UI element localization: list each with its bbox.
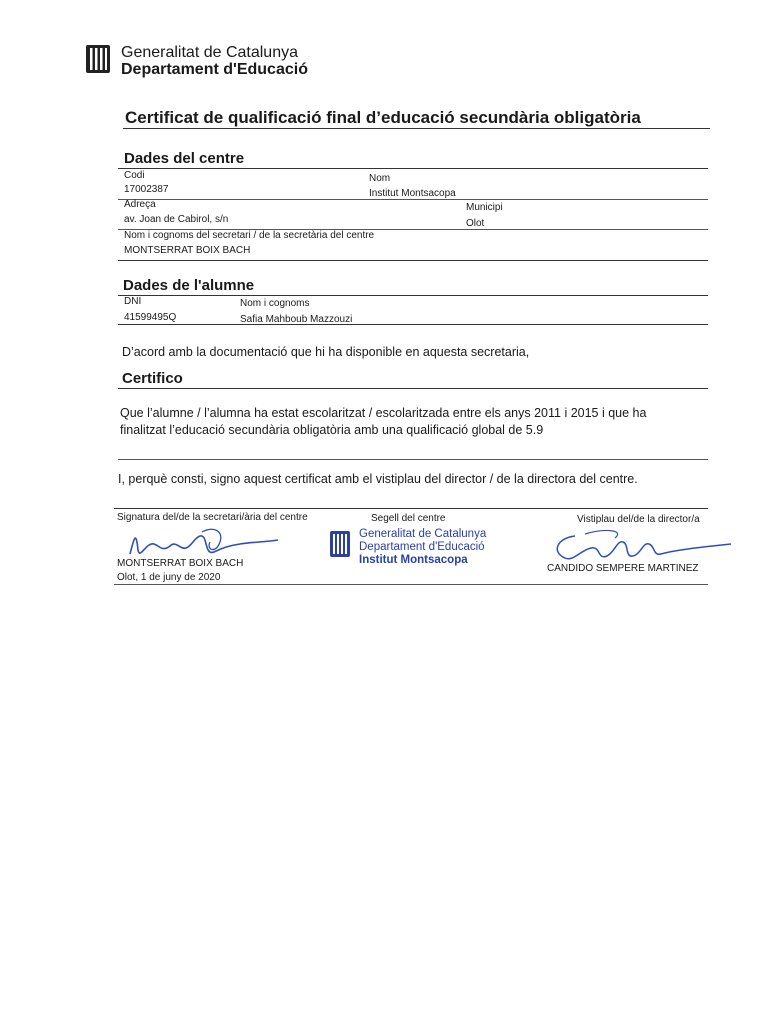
certify-bottom-rule [118, 459, 708, 460]
secretary-signature-label: Signatura del/de la secretari/ària del centre [117, 512, 308, 523]
signatures-top-rule [114, 508, 708, 509]
signatures-bottom-rule [114, 584, 708, 585]
centre-address-value: av. Joan de Cabirol, s/n [124, 214, 229, 225]
seal-label: Segell del centre [371, 513, 446, 524]
place-date: Olot, 1 de juny de 2020 [117, 572, 221, 583]
certify-heading: Certifico [122, 370, 183, 387]
seal-line-2: Departament d'Educació [359, 541, 485, 553]
certify-line-2: finalitzat l’educació secundària obligatòria amb una qualificació global de 5.9 [120, 423, 544, 437]
centre-section-bottom-rule [118, 260, 708, 261]
student-name-label: Nom i cognoms [240, 298, 310, 309]
seal-logo-icon [330, 531, 350, 557]
statement-text: D’acord amb la documentació que hi ha disponible en aquesta secretaria, [122, 345, 530, 359]
org-name-line1: Generalitat de Catalunya [121, 44, 298, 61]
title-underline [123, 128, 710, 129]
student-heading-rule [118, 295, 708, 296]
secretary-signature-image [120, 520, 280, 562]
seal-line-3: Institut Montsacopa [359, 554, 468, 566]
student-dni-label: DNI [124, 296, 142, 307]
centre-heading-rule [118, 168, 708, 169]
certify-heading-rule [118, 388, 708, 389]
student-heading: Dades de l'alumne [123, 277, 255, 294]
student-section-bottom-rule [118, 324, 708, 325]
centre-municipality-value: Olot [466, 218, 485, 229]
centre-code-label: Codi [124, 170, 145, 181]
director-signature-image [545, 526, 735, 568]
centre-row-divider-1 [118, 199, 708, 200]
director-signature-label: Vistiplau del/de la director/a [577, 514, 700, 525]
centre-secretary-label: Nom i cognoms del secretari / de la secretària del centre [124, 230, 375, 241]
generalitat-logo-icon [86, 45, 110, 73]
director-name: CANDIDO SEMPERE MARTINEZ [547, 563, 699, 574]
secretary-name: MONTSERRAT BOIX BACH [117, 558, 244, 569]
centre-name-label: Nom [369, 173, 391, 184]
student-name-value: Safia Mahboub Mazzouzi [240, 314, 353, 325]
closing-text: I, perquè consti, signo aquest certificat amb el vistiplau del director / de la directora del centre. [118, 472, 638, 486]
centre-secretary-value: MONTSERRAT BOIX BACH [124, 245, 251, 256]
centre-heading: Dades del centre [124, 150, 245, 167]
centre-name-value: Institut Montsacopa [369, 188, 456, 199]
centre-code-value: 17002387 [124, 184, 169, 195]
centre-municipality-label: Municipi [466, 202, 503, 213]
org-name-line2: Departament d'Educació [121, 61, 308, 78]
document-title: Certificat de qualificació final d’educació secundària obligatòria [125, 108, 641, 127]
seal-line-1: Generalitat de Catalunya [359, 528, 487, 540]
certify-line-1: Que l’alumne / l’alumna ha estat escolaritzat / escolaritzada entre els anys 2011 i 2015 i que ha [120, 406, 647, 420]
student-dni-value: 41599495Q [124, 312, 177, 323]
centre-address-label: Adreça [124, 199, 156, 210]
